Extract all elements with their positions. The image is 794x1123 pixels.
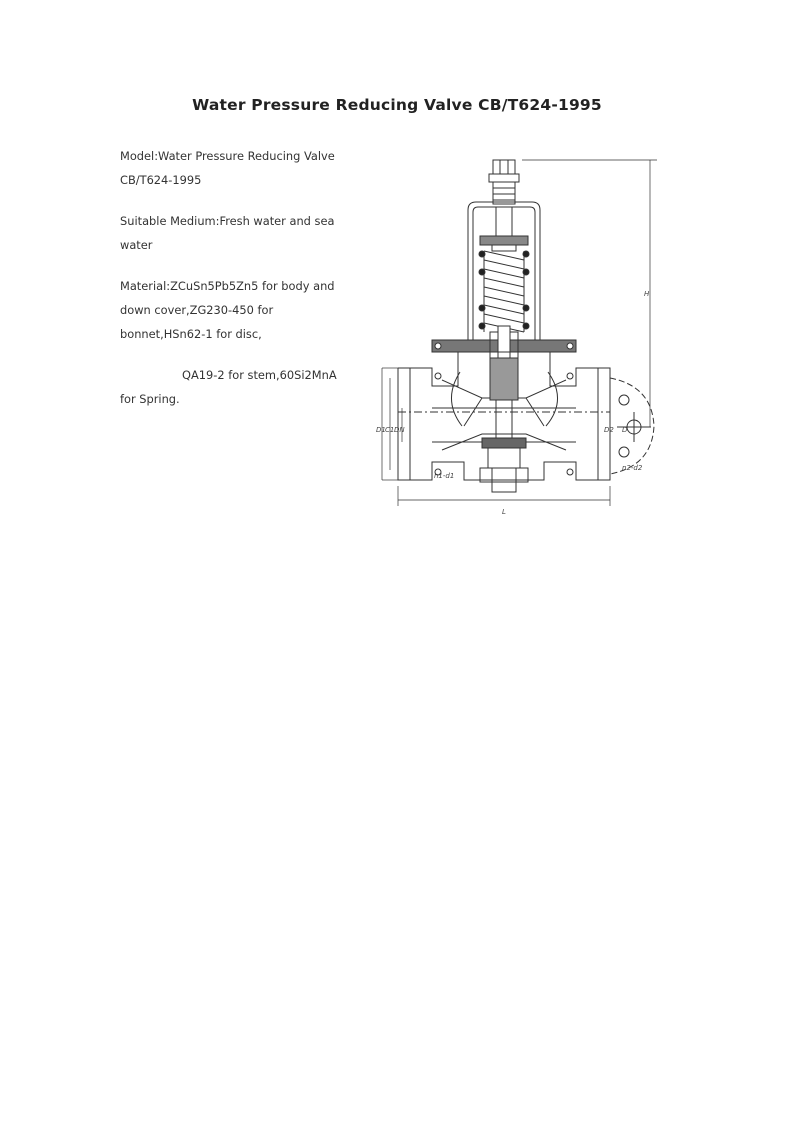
label-h: H — [644, 290, 650, 298]
model-paragraph — [120, 144, 352, 192]
material-continued-paragraph — [120, 363, 352, 411]
label-d1: D1 — [376, 426, 386, 434]
label-d2: D2 — [604, 426, 614, 434]
spec-text — [120, 144, 352, 428]
material-line-2: down cover,ZG230-450 for — [120, 303, 274, 317]
label-l: L — [502, 508, 506, 516]
label-c1: C1 — [385, 426, 395, 434]
material-line-1: Material:ZCuSn5Pb5Zn5 for body and — [120, 279, 335, 293]
label-n1-d1: n1-d1 — [434, 472, 455, 480]
label-d: D — [622, 426, 628, 434]
diaphragm-flange — [432, 326, 576, 360]
model-line-2: CB/T624-1995 — [120, 173, 202, 187]
medium-line-2: water — [120, 238, 153, 252]
material-line-4: QA19-2 for stem,60Si2MnA — [182, 368, 337, 382]
material-paragraph — [120, 274, 352, 346]
flange-bolt-circle — [610, 378, 654, 474]
label-n2-d2: n2-d2 — [622, 464, 643, 472]
medium-line-1: Suitable Medium:Fresh water and sea — [120, 214, 335, 228]
spring — [479, 251, 529, 332]
valve-drawing-svg — [372, 150, 672, 520]
valve-body — [398, 352, 610, 492]
material-line-3: bonnet,HSn62-1 for disc, — [120, 327, 262, 341]
label-dn: DN — [394, 426, 405, 434]
adjusting-bolt — [489, 160, 519, 204]
material-line-5: for Spring. — [120, 392, 180, 406]
valve-technical-drawing — [372, 150, 672, 520]
page-title: Water Pressure Reducing Valve CB/T624-1995 — [192, 96, 602, 114]
medium-paragraph — [120, 209, 352, 257]
model-line-1: Model:Water Pressure Reducing Valve — [120, 149, 335, 163]
